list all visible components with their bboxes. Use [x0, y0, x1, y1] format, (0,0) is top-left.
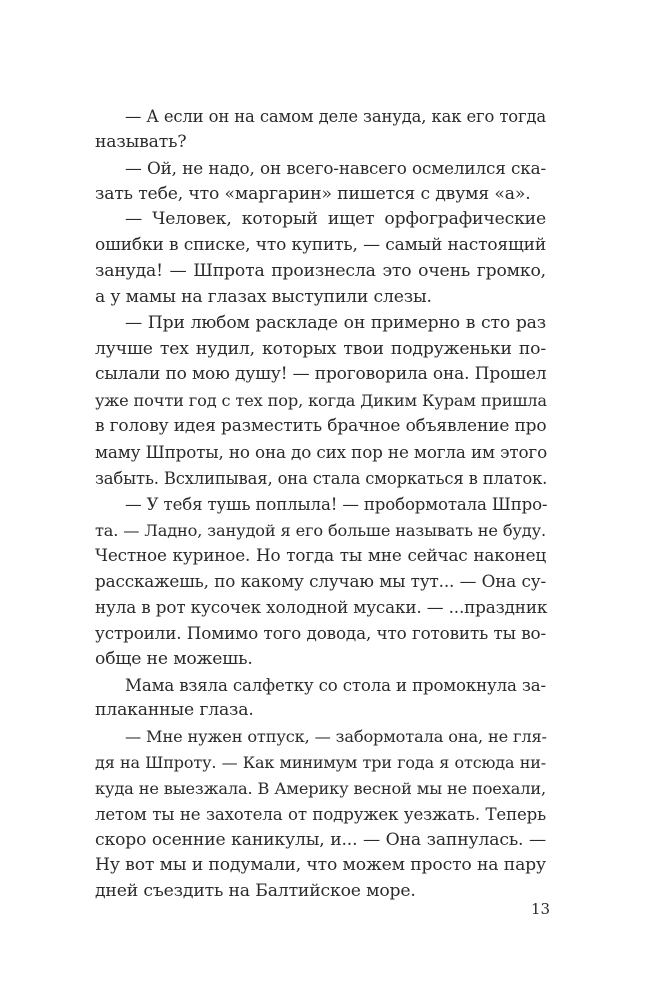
text-line: Ну вот мы и подумали, что можем просто на пару	[95, 855, 546, 876]
text-line: летом ты не захотела от подружек уезжать. Теперь	[95, 804, 546, 824]
text-line: — А если он на самом деле зануда, как его тогда	[125, 107, 546, 126]
text-line: а у мамы на глазах выступили слезы.	[95, 286, 432, 307]
text-line: обще не можешь.	[95, 648, 253, 669]
text-line: — При любом раскладе он примерно в сто раз	[125, 312, 546, 333]
text-line: Мама взяла салфетку со стола и промокнула за-	[125, 675, 546, 695]
text-line: дя на Шпроту. — Как минимум три года я отсюда ни-	[95, 753, 546, 773]
text-line: маму Шпроты, но она до сих пор не могла им этого	[95, 441, 548, 462]
text-line: дней съездить на Балтийское море.	[95, 881, 416, 902]
text-line: куда не выезжала. В Америку весной мы не поехали,	[95, 778, 546, 798]
text-line: — Мне нужен отпуск, — забормотала она, не гля-	[125, 727, 547, 747]
text-line: сылали по мою душу! — проговорила она. Прошел	[95, 364, 547, 385]
text-line: называть?	[95, 131, 187, 152]
text-line: ошибки в списке, что купить, — самый настоящий	[95, 235, 546, 256]
text-line: — Ой, не надо, он всего-навсего осмелился ска-	[125, 157, 546, 178]
text-line: зать тебе, что «маргарин» пишется с двумя «а».	[95, 183, 531, 204]
text-line: в голову идея разместить брачное объявление про	[95, 416, 547, 437]
body-text	[95, 104, 546, 905]
text-line: нула в рот кусочек холодной мусаки. — ...праздник	[95, 597, 548, 618]
text-line: забыть. Всхлипывая, она стала сморкаться в платок.	[95, 468, 548, 488]
text-line: расскажешь, по какому случаю мы тут... — Она су-	[95, 571, 546, 592]
text-line: — Человек, который ищет орфографические	[125, 209, 546, 230]
text-line: Честное куриное. Но тогда ты мне сейчас наконец	[95, 545, 546, 566]
text-line: зануда! — Шпрота произнесла это очень громко,	[95, 261, 546, 282]
text-line: лучше тех нудил, которых твои подруженьки по-	[95, 338, 546, 359]
text-line: уже почти год с тех пор, когда Диким Курам пришла	[95, 391, 547, 411]
text-line: — У тебя тушь поплыла! — пробормотала Шпро-	[125, 494, 548, 514]
text-line: та. — Ладно, занудой я его больше называть не буду.	[95, 520, 546, 540]
text-line: скоро осенние каникулы, и... — Она запнулась. —	[95, 829, 546, 850]
page-number: 13	[531, 900, 551, 918]
text-line: устроили. Помимо того довода, что готовить ты во-	[95, 622, 546, 643]
text-line: плаканные глаза.	[95, 700, 254, 721]
